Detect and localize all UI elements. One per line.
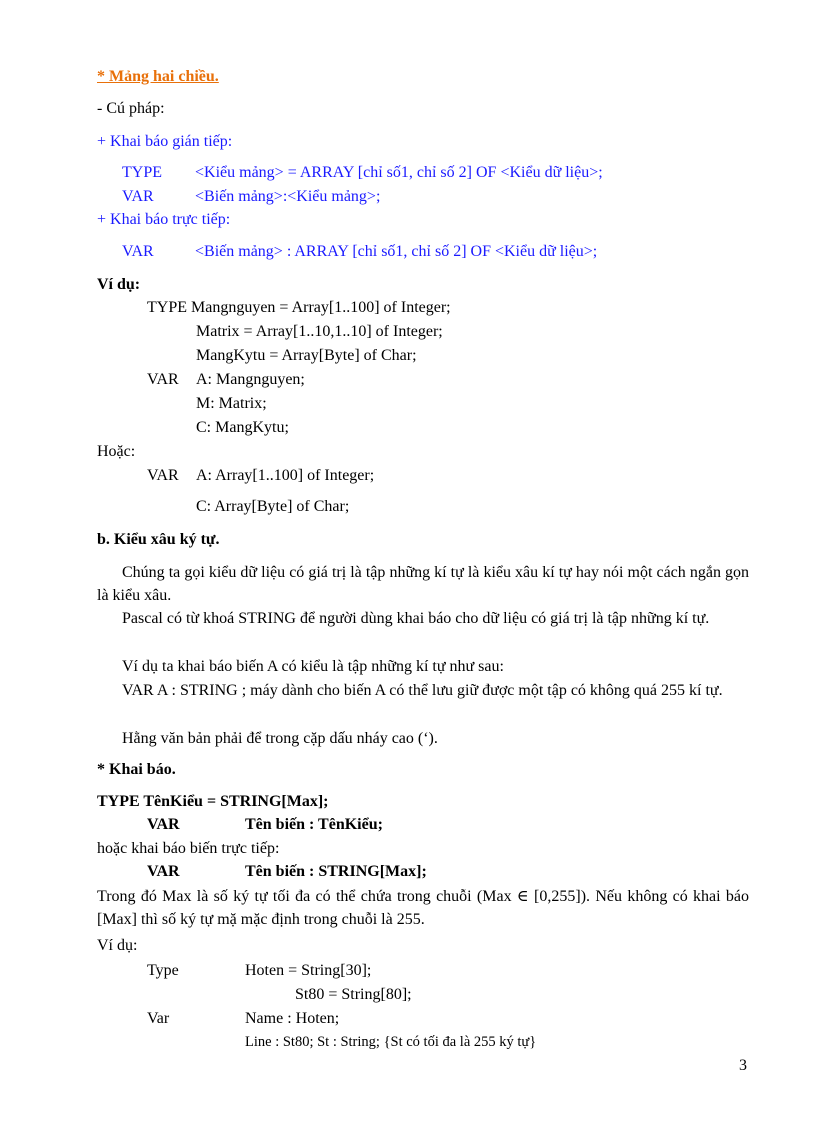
- direct-var-body: <Biến mảng> : ARRAY [chỉ số1, chỉ số 2] OF <Kiểu dữ liệu>;: [195, 243, 598, 260]
- example1-var-c: C: MangKytu;: [196, 419, 289, 436]
- direct-var-keyword: VAR: [122, 243, 154, 260]
- paragraph-1: Chúng ta gọi kiểu dữ liệu có giá trị là tập những kí tự là kiểu xâu kí tự hay nói một cách ngắn gọn là kiểu xâu.: [97, 564, 749, 604]
- section-title: * Mảng hai chiều.: [97, 68, 219, 85]
- declare-var-keyword: VAR: [147, 816, 180, 833]
- example3-name: Name : Hoten;: [245, 1010, 340, 1027]
- example3-st80: St80 = String[80];: [295, 986, 412, 1003]
- string-heading: b. Kiểu xâu ký tự.: [97, 531, 220, 548]
- example1-var-keyword: VAR: [147, 371, 179, 388]
- example2-var-a: A: Array[1..100] of Integer;: [196, 467, 375, 484]
- example3-type-keyword: Type: [147, 962, 179, 979]
- declare-var-body-2: Tên biến : STRING[Max];: [245, 863, 427, 880]
- or-label: Hoặc:: [97, 443, 136, 460]
- example3-label: Ví dụ:: [97, 937, 138, 954]
- indirect-type-keyword: TYPE: [122, 164, 162, 181]
- example3-hoten: Hoten = String[30];: [245, 962, 372, 979]
- example3-var-keyword: Var: [147, 1010, 170, 1027]
- example2-var-keyword: VAR: [147, 467, 179, 484]
- example1-matrix-line: Matrix = Array[1..10,1..10] of Integer;: [196, 323, 443, 340]
- declare-or-direct: hoặc khai báo biến trực tiếp:: [97, 840, 280, 857]
- declare-var-keyword-2: VAR: [147, 863, 180, 880]
- paragraph-3: Ví dụ ta khai báo biến A có kiểu là tập những kí tự như sau:: [122, 658, 504, 675]
- example1-var-m: M: Matrix;: [196, 395, 267, 412]
- page-number: 3: [739, 1057, 747, 1074]
- indirect-var-keyword: VAR: [122, 188, 154, 205]
- indirect-type-body: <Kiểu mảng> = ARRAY [chỉ số1, chỉ số 2] OF <Kiểu dữ liệu>;: [195, 164, 603, 181]
- declare-type-line: TYPE TênKiểu = STRING[Max];: [97, 793, 329, 810]
- declare-heading: * Khai báo.: [97, 761, 176, 778]
- example2-var-c: C: Array[Byte] of Char;: [196, 498, 350, 515]
- example3-line: Line : St80; St : String; {St có tối đa là 255 ký tự}: [245, 1034, 537, 1050]
- syntax-label: - Cú pháp:: [97, 100, 165, 117]
- indirect-label: + Khai báo gián tiếp:: [97, 133, 233, 150]
- example1-mangkytu-line: MangKytu = Array[Byte] of Char;: [196, 347, 417, 364]
- declare-var-body: Tên biến : TênKiểu;: [245, 816, 383, 833]
- paragraph-5: Hằng văn bản phải để trong cặp dấu nháy cao (‘).: [122, 730, 438, 747]
- paragraph-4: VAR A : STRING ; máy dành cho biến A có thể lưu giữ được một tập có không quá 255 kí tự.: [122, 682, 723, 699]
- example1-var-a: A: Mangnguyen;: [196, 371, 305, 388]
- example1-type-line: TYPE Mangnguyen = Array[1..100] of Integer;: [147, 299, 451, 316]
- indirect-var-body: <Biến mảng>:<Kiểu mảng>;: [195, 188, 381, 205]
- example-label: Ví dụ:: [97, 276, 141, 293]
- paragraph-2: Pascal có từ khoá STRING để người dùng khai báo cho dữ liệu có giá trị là tập những kí tự.: [122, 610, 710, 627]
- direct-label: + Khai báo trực tiếp:: [97, 211, 231, 228]
- max-note: Trong đó Max là số ký tự tối đa có thể chứa trong chuỗi (Max ∈ [0,255]). Nếu không có khai báo [Max] thì số ký tự mặ mặc định trong chuỗi là 255.: [97, 888, 749, 928]
